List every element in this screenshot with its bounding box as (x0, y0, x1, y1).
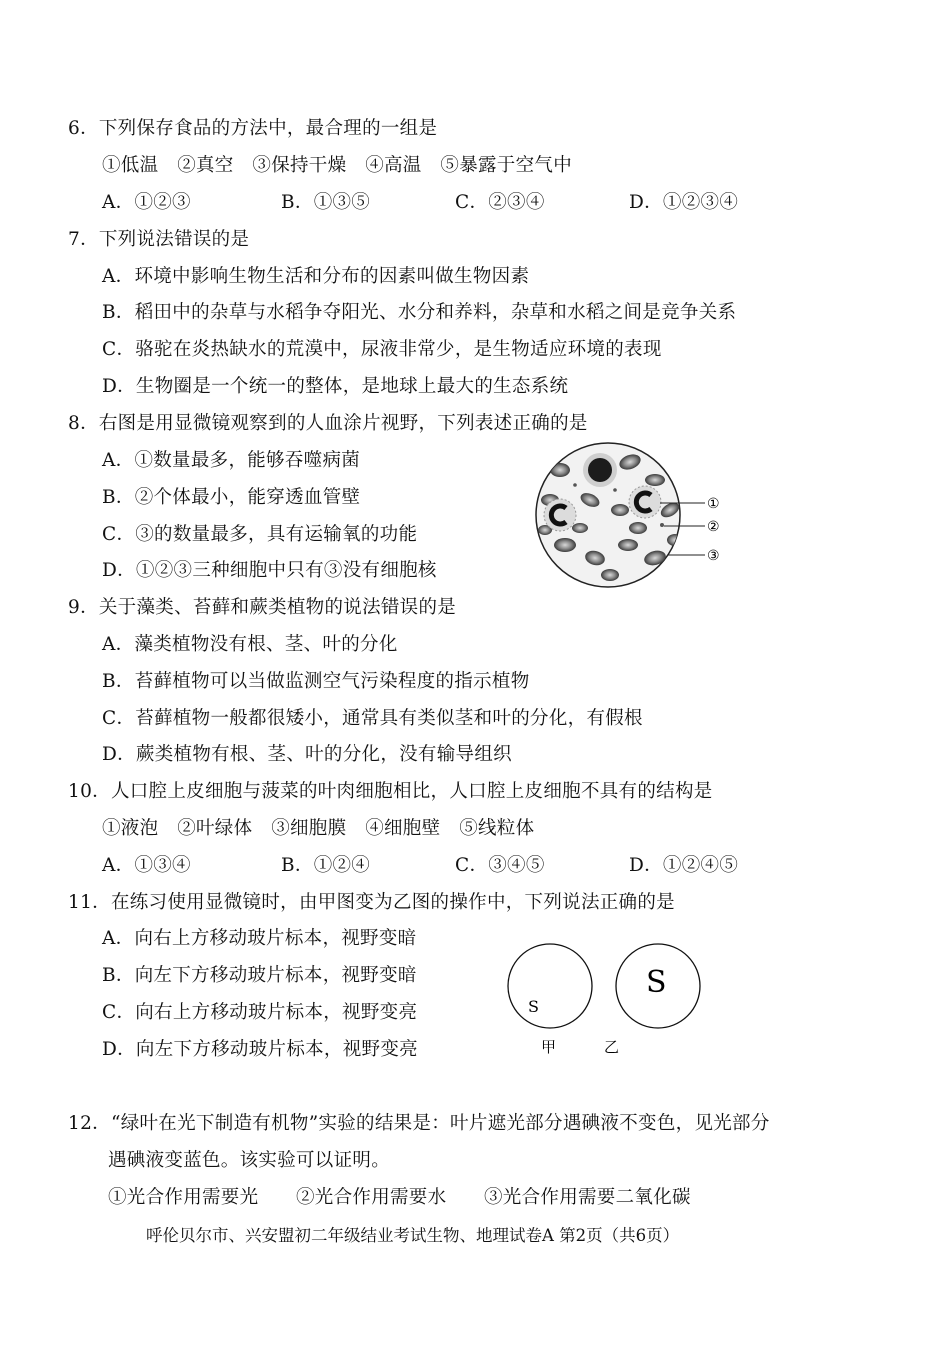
big-s-letter: S (646, 965, 667, 1000)
q8-option-c: C．③的数量最多，具有运输氧的功能 (102, 524, 418, 545)
q10-option-c: C．③④⑤ (455, 855, 545, 876)
q11-option-c: C．向右上方移动玻片标本，视野变亮 (102, 1002, 418, 1023)
q7-option-d: D．生物圈是一个统一的整体，是地球上最大的生态系统 (102, 376, 569, 397)
q7-option-c: C．骆驼在炎热缺水的荒漠中，尿液非常少，是生物适应环境的表现 (102, 339, 662, 360)
q12-stem: 12．“绿叶在光下制造有机物”实验的结果是：叶片遮光部分遇碘液不变色，见光部分 (68, 1113, 770, 1134)
q10-stem: 10．人口腔上皮细胞与菠菜的叶肉细胞相比，人口腔上皮细胞不具有的结构是 (68, 781, 713, 802)
q7-stem: 7．下列说法错误的是 (68, 229, 250, 250)
figure-label-1: ① (707, 496, 720, 512)
q8-option-a: A．①数量最多，能够吞噬病菌 (102, 450, 361, 471)
q10-options (0, 853, 950, 879)
q10-option-d: D．①②④⑤ (629, 855, 739, 876)
q12-items: ①光合作用需要光 ②光合作用需要水 ③光合作用需要二氧化碳 (108, 1187, 691, 1208)
q11-option-b: B．向左下方移动玻片标本，视野变暗 (102, 965, 417, 986)
q9-option-d: D．蕨类植物有根、茎、叶的分化，没有输导组织 (102, 744, 512, 765)
q6-items: ①低温 ②真空 ③保持干燥 ④高温 ⑤暴露于空气中 (102, 155, 573, 176)
q8-stem: 8．右图是用显微镜观察到的人血涂片视野，下列表述正确的是 (68, 413, 588, 434)
q7-option-b: B．稻田中的杂草与水稻争夺阳光、水分和养料，杂草和水稻之间是竞争关系 (102, 302, 737, 323)
blood-smear-figure (530, 440, 730, 590)
q6-stem: 6．下列保存食品的方法中，最合理的一组是 (68, 118, 438, 139)
q9-option-c: C．苔藓植物一般都很矮小，通常具有类似茎和叶的分化，有假根 (102, 708, 643, 729)
q9-option-b: B．苔藓植物可以当做监测空气污染程度的指示植物 (102, 671, 530, 692)
q8-option-b: B．②个体最小，能穿透血管壁 (102, 487, 361, 508)
microscope-field-figure (500, 940, 710, 1060)
q9-stem: 9．关于藻类、苔藓和蕨类植物的说法错误的是 (68, 597, 457, 618)
figure-label-2: ② (707, 519, 720, 535)
q11-option-a: A．向右上方移动玻片标本，视野变暗 (102, 928, 417, 949)
small-s-letter: S (528, 997, 539, 1016)
label-jia: 甲 (541, 1038, 557, 1056)
page-footer: 呼伦贝尔市、兴安盟初二年级结业考试生物、地理试卷A 第2页（共6页） (146, 1226, 680, 1245)
q7-option-a: A．环境中影响生物生活和分布的因素叫做生物因素 (102, 266, 530, 287)
q8-option-d: D．①②③三种细胞中只有③没有细胞核 (102, 560, 437, 581)
label-yi: 乙 (604, 1038, 620, 1056)
field-jia (508, 944, 592, 1028)
q6-option-a: A．①②③ (102, 192, 191, 213)
q6-option-d: D．①②③④ (629, 192, 739, 213)
q6-option-c: C．②③④ (455, 192, 545, 213)
figure-label-3: ③ (707, 548, 720, 564)
q6-option-b: B．①③⑤ (281, 192, 371, 213)
q10-items: ①液泡 ②叶绿体 ③细胞膜 ④细胞壁 ⑤线粒体 (102, 818, 535, 839)
q11-option-d: D．向左下方移动玻片标本，视野变亮 (102, 1039, 418, 1060)
q6-options (0, 190, 950, 216)
q12-stem-cont: 遇碘液变蓝色。该实验可以证明。 (108, 1150, 391, 1171)
q10-option-a: A．①③④ (102, 855, 191, 876)
q9-option-a: A．藻类植物没有根、茎、叶的分化 (102, 634, 398, 655)
q10-option-b: B．①②④ (281, 855, 371, 876)
q11-stem: 11．在练习使用显微镜时，由甲图变为乙图的操作中，下列说法正确的是 (68, 892, 675, 913)
